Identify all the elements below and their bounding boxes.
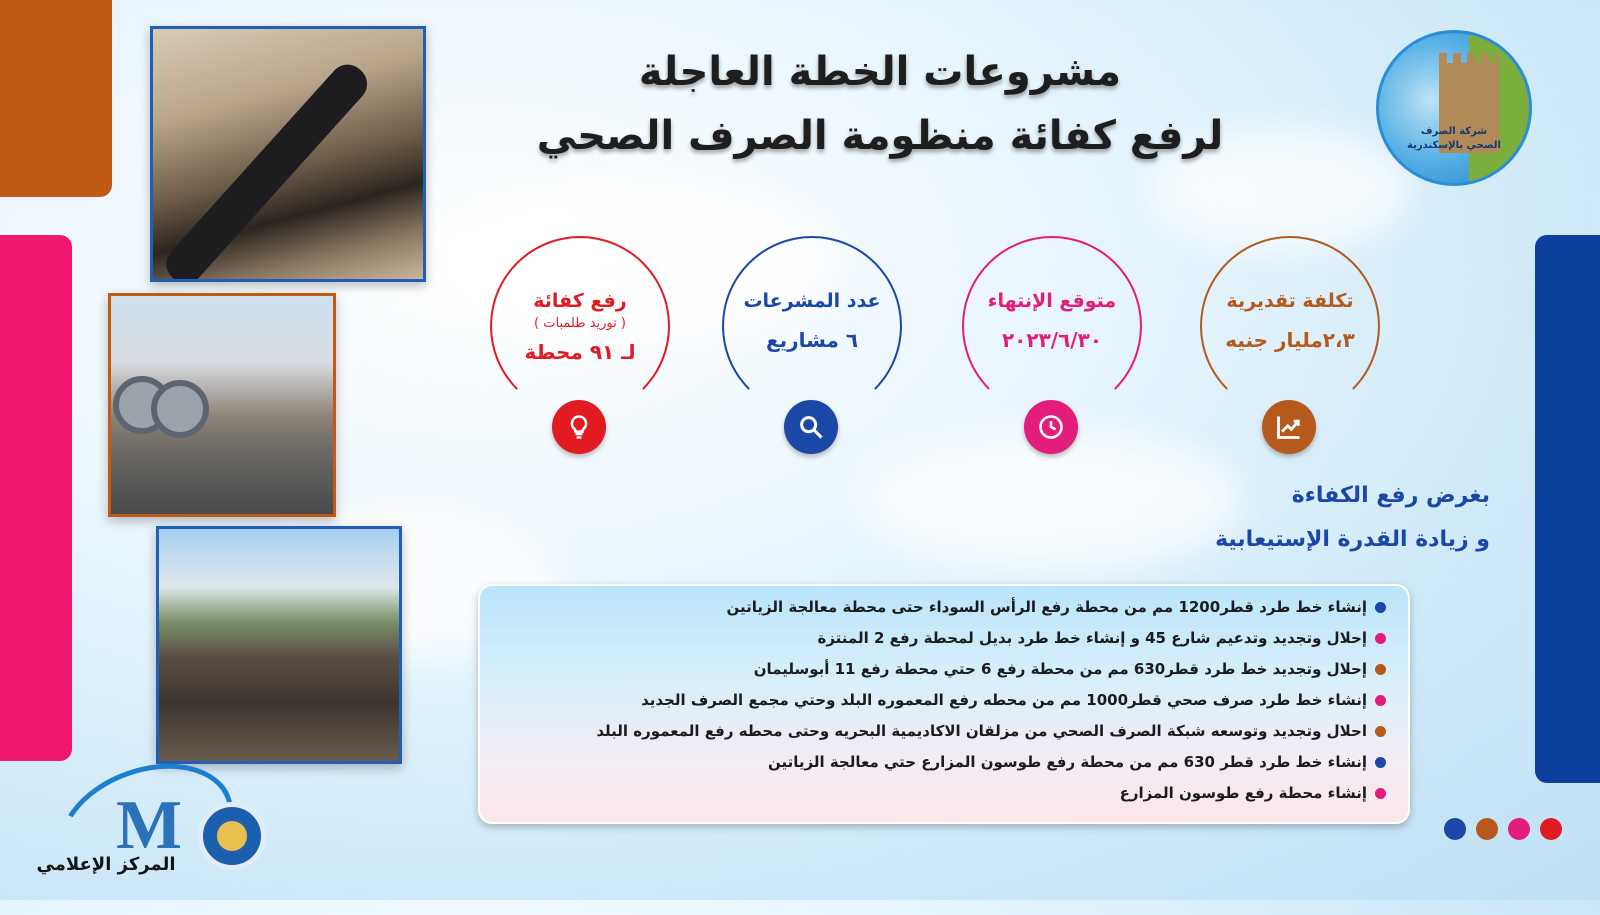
bullet-dot — [1375, 633, 1386, 644]
kpi-ring — [1200, 236, 1380, 416]
projects-panel — [478, 584, 1410, 824]
logo-text — [1379, 125, 1529, 153]
goal-line-2: و زيادة القدرة الإستيعابية — [1215, 527, 1490, 552]
search-icon — [784, 400, 838, 454]
project-text: إنشاء خط طرد قطر1200 مم من محطة رفع الرأس السوداء حتى محطة معالجة الزياتين — [726, 598, 1367, 616]
project-text: احلال وتجديد وتوسعه شبكة الصرف الصحي من مزلقان الاكاديمية البحريه وحتى محطه رفع المعموره البلد — [596, 722, 1367, 740]
project-item — [502, 592, 1386, 623]
project-text: إنشاء خط طرد قطر 630 مم من محطة رفع طوسون المزارع حتي معالجة الزياتين — [767, 753, 1367, 771]
kpi-value: ٦ مشاريع — [765, 328, 859, 352]
kpi-project-count — [722, 236, 902, 448]
kpi-ring — [962, 236, 1142, 416]
kpi-expected-completion — [962, 236, 1142, 448]
title-line-1: مشروعات الخطة العاجلة — [638, 49, 1122, 95]
deco-dot — [1476, 818, 1498, 840]
bullet-dot — [1375, 757, 1386, 768]
project-text: إنشاء خط طرد صرف صحي قطر1000 مم من محطه رفع المعموره البلد وحتي مجمع الصرف الجديد — [641, 691, 1367, 709]
project-text: إحلال وتجديد خط طرد قطر630 مم من محطة رفع 6 حتي محطة رفع 11 أبوسليمان — [753, 660, 1367, 678]
kpi-label: متوقع الإنتهاء — [987, 290, 1117, 312]
project-text: إنشاء محطة رفع طوسون المزارع — [1119, 784, 1367, 802]
bullet-dot — [1375, 726, 1386, 737]
kpi-value: ٢٠٢٣/٦/٣٠ — [1001, 328, 1103, 352]
lightbulb-icon — [552, 400, 606, 454]
project-item — [502, 747, 1386, 778]
kpi-ring — [722, 236, 902, 416]
project-item — [502, 778, 1386, 809]
title-line-2: لرفع كفائة منظومة الصرف الصحي — [536, 113, 1224, 159]
clock-icon — [1024, 400, 1078, 454]
kpi-estimated-cost — [1200, 236, 1380, 448]
chart-icon — [1262, 400, 1316, 454]
deco-dot — [1444, 818, 1466, 840]
pink-side-bar — [0, 235, 72, 761]
kpi-efficiency-upgrade — [490, 236, 670, 448]
page-title — [500, 40, 1260, 168]
kpi-value: ٢،٣مليار جنيه — [1225, 328, 1355, 352]
blue-side-bar — [1535, 235, 1600, 783]
project-item — [502, 654, 1386, 685]
media-center-m-letter: M — [116, 787, 183, 864]
kpi-label: رفع كفائة — [533, 290, 627, 312]
pipe-trench-photo — [150, 26, 426, 282]
kpi-value: لـ ٩١ محطة — [524, 340, 636, 364]
projects-list — [480, 586, 1408, 809]
media-center-o-emblem — [198, 802, 266, 870]
logo-text-line-2: الصحي بالإسكندرية — [1407, 140, 1501, 151]
pipe-shape — [159, 57, 375, 282]
goal-line-1: بغرض رفع الكفاءة — [1291, 483, 1490, 508]
media-center-logo — [26, 768, 266, 888]
deco-dot — [1508, 818, 1530, 840]
logo-text-line-1: شركة الصرف — [1420, 126, 1488, 137]
decorative-dots — [1444, 818, 1562, 840]
project-item — [502, 623, 1386, 654]
pipe-ring-shape — [151, 380, 209, 438]
bullet-dot — [1375, 602, 1386, 613]
bullet-dot — [1375, 664, 1386, 675]
bullet-dot — [1375, 788, 1386, 799]
project-item — [502, 716, 1386, 747]
kpi-sub: ( توريد طلمبات ) — [534, 316, 626, 331]
kpi-label: تكلفة تقديرية — [1226, 290, 1354, 312]
media-center-name: المركز الإعلامي — [36, 854, 176, 875]
bullet-dot — [1375, 695, 1386, 706]
goal-statement — [1190, 474, 1490, 562]
road-excavation-photo — [156, 526, 402, 764]
street-pipes-photo — [108, 293, 336, 517]
orange-side-bar — [0, 0, 112, 197]
deco-dot — [1540, 818, 1562, 840]
project-item — [502, 685, 1386, 716]
project-text: إحلال وتجديد وتدعيم شارع 45 و إنشاء خط طرد بديل لمحطة رفع 2 المنتزة — [817, 629, 1367, 647]
company-logo — [1376, 30, 1532, 186]
kpi-label: عدد المشرعات — [743, 290, 881, 312]
